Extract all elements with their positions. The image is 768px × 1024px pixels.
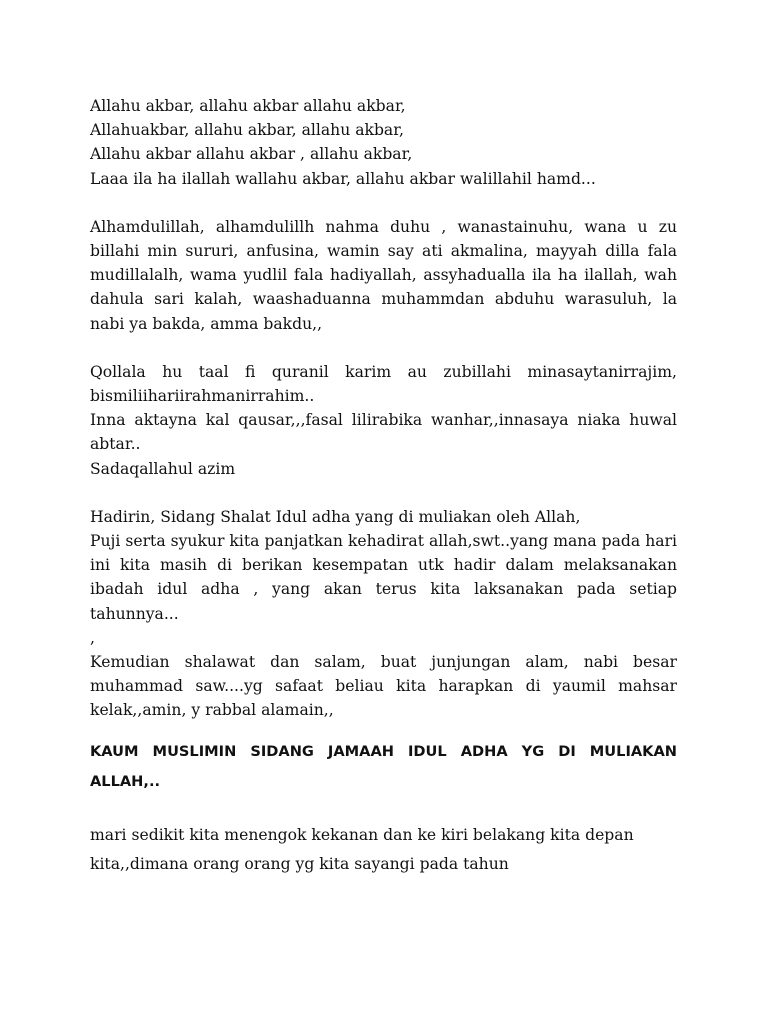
- quran-closing: Sadaqallahul azim: [90, 459, 236, 478]
- takbir-line: Allahu akbar, allahu akbar allahu akbar,: [90, 97, 406, 115]
- takbir-line: Laaa ila ha ilallah wallahu akbar, allahu akbar walillahil hamd...: [90, 169, 596, 188]
- paragraph-spacer: [90, 336, 677, 360]
- paragraph-spacer: [90, 723, 677, 737]
- paragraph-spacer: [90, 481, 677, 505]
- address-section: [90, 505, 677, 723]
- quran-intro: Qollala hu taal fi quranil karim au zubillahi minasaytanirrajim, bismiliihariirahmanirrahim..: [90, 362, 677, 406]
- opening-paragraph: Alhamdulillah, alhamdulillh nahma duhu , wanastainuhu, wana u zu billahi min sururi, anfusina, wamin say ati akmalina, mayyah dilla fala mudillalalh, wama yudlil fala hadiyallah, assyhadualla ila ha ilallah, wah dahula sari kalah, waashaduanna muhammdan abduhu warasuluh, la nabi ya bakda, amma bakdu,,: [90, 217, 677, 333]
- address-greeting: Hadirin, Sidang Shalat Idul adha yang di muliakan oleh Allah,: [90, 507, 581, 526]
- takbir-section: [90, 94, 677, 191]
- paragraph-spacer: [90, 797, 677, 821]
- address-comma: ,: [90, 628, 95, 647]
- takbir-line: Allahuakbar, allahu akbar, allahu akbar,: [90, 121, 404, 140]
- body-paragraph: mari sedikit kita menengok kekanan dan ke kiri belakang kita depan kita,,dimana orang orang yg kita sayangi pada tahun: [90, 825, 634, 873]
- quran-section: [90, 360, 677, 481]
- quran-verse: Inna aktayna kal qausar,,,fasal lilirabika wanhar,,innasaya niaka huwal abtar..: [90, 411, 677, 454]
- address-praise: Puji serta syukur kita panjatkan kehadirat allah,swt..yang mana pada hari ini kita masih di berikan kesempatan utk hadir dalam melaksanakan ibadah idul adha , yang akan terus kita laksanakan pada setiap tahunnya...: [90, 532, 677, 623]
- address-shalawat: Kemudian shalawat dan salam, buat junjungan alam, nabi besar muhammad saw....yg safaat beliau kita harapkan di yaumil mahsar kelak,,amin, y rabbal alamain,,: [90, 653, 677, 720]
- document-page: [90, 94, 677, 879]
- section-heading: KAUM MUSLIMIN SIDANG JAMAAH IDUL ADHA YG DI MULIAKAN ALLAH,..: [90, 742, 677, 790]
- paragraph-spacer: [90, 191, 677, 215]
- takbir-line: Allahu akbar allahu akbar , allahu akbar,: [90, 145, 413, 164]
